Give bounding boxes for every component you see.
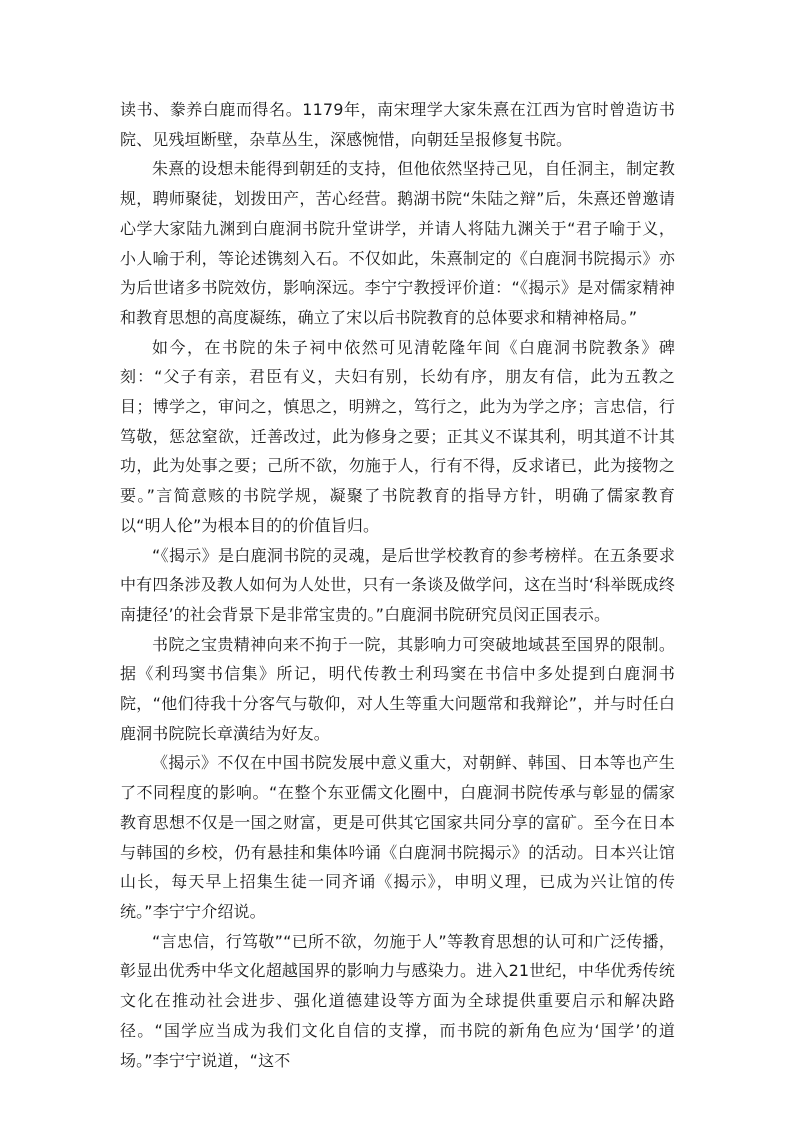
paragraph-6: 《揭示》不仅在中国书院发展中意义重大，对朝鲜、韩国、日本等也产生了不同程度的影响。“在整个东亚儒文化圈中，白鹿洞书院传承与彰显的儒家教育思想不仅是一国之财富，更是可供其它国家共同分享的富矿。至今在日本与韩国的乡校，仍有悬挂和集体吟诵《白鹿洞书院揭示》的活动。日本兴让馆山长，每天早上招集生徒一同齐诵《揭示》，申明义理，已成为兴让馆的传统。”李宁宁介绍说。 (120, 753, 675, 921)
article-body (120, 95, 675, 1075)
paragraph-5: 书院之宝贵精神向来不拘于一院，其影响力可突破地域甚至国界的限制。据《利玛窦书信集》所记，明代传教士利玛窦在书信中多处提到白鹿洞书院，“他们待我十分客气与敬仰，对人生等重大问题常和我辩论”，并与时任白鹿洞书院院长章潢结为好友。 (120, 634, 675, 743)
paragraph-7: “言忠信，行笃敬”“已所不欲，勿施于人”等教育思想的认可和广泛传播，彰显出优秀中华文化超越国界的影响力与感染力。进入21世纪，中华优秀传统文化在推动社会进步、强化道德建设等方面为全球提供重要启示和解决路径。“国学应当成为我们文化自信的支撑，而书院的新角色应为‘国学’的道场。”李宁宁说道，“这不 (120, 931, 675, 1070)
paragraph-3: 如今，在书院的朱子祠中依然可见清乾隆年间《白鹿洞书院教条》碑刻：“父子有亲，君臣有义，夫妇有别，长幼有序，朋友有信，此为五教之目；博学之，审问之，慎思之，明辨之，笃行之，此为为学之序；言忠信，行笃敬，惩忿窒欲，迁善改过，此为修身之要；正其义不谋其利，明其道不计其功，此为处事之要；己所不欲，勿施于人，行有不得，反求诸已，此为接物之要。”言简意赅的书院学规，凝聚了书院教育的指导方针，明确了儒家教育以“明人伦”为根本目的的价值旨归。 (120, 337, 675, 535)
paragraph-2: 朱熹的设想未能得到朝廷的支持，但他依然坚持己见，自任洞主，制定教规，聘师聚徒，划拨田产，苦心经营。鹅湖书院“朱陆之辩”后，朱熹还曾邀请心学大家陆九渊到白鹿洞书院升堂讲学，并请人将陆九渊关于“君子喻于义，小人喻于利，等论述镌刻入石。不仅如此，朱熹制定的《白鹿洞书院揭示》亦为后世诸多书院效仿，影响深远。李宁宁教授评价道：“《揭示》是对儒家精神和教育思想的高度凝练，确立了宋以后书院教育的总体要求和精神格局。” (120, 159, 675, 327)
paragraph-1: 读书、豢养白鹿而得名。1179年，南宋理学大家朱熹在江西为官时曾造访书院、见残垣断壁，杂草丛生，深感惋惜，向朝廷呈报修复书院。 (120, 100, 675, 149)
paragraph-4: “《揭示》是白鹿洞书院的灵魂，是后世学校教育的参考榜样。在五条要求中有四条涉及教人如何为人处世，只有一条谈及做学问，这在当时‘科举既成终南捷径’的社会背景下是非常宝贵的。”白鹿洞书院研究员闵正国表示。 (120, 545, 675, 624)
